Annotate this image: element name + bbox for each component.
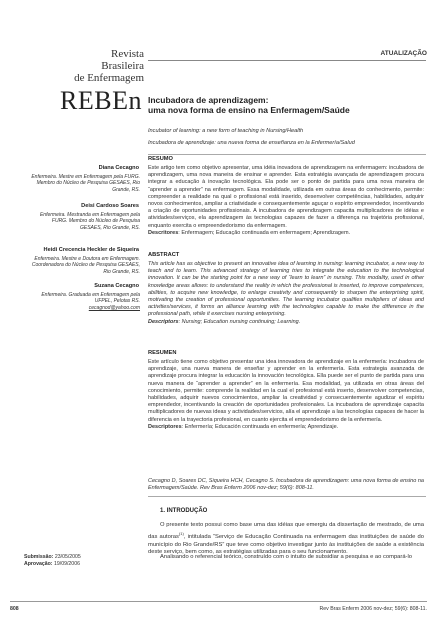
article-title	[148, 95, 418, 115]
title-en: Incubator of learning: a new form of teaching in Nursing/Health	[148, 128, 304, 134]
header-rule	[148, 60, 426, 61]
citation: Cecagno D, Soares DC, Siqueira HCH, Cecagno S. Incubadora de aprendizagem: uma nova forma de ensino na Enfermagem/Saúde. Rev Bras Enferm 2006 nov-dez; 59(6): 808-11.	[148, 478, 424, 492]
descriptors-label: Descriptors	[148, 318, 179, 325]
approval-value: 19/09/2006	[54, 561, 80, 567]
resumo-text: Este artigo tem como objetivo apresentar, uma idéia inovadora de aprendizagem na enfermagem: incubadora de aprendizagem, uma nova maneira de ensinar e aprender. Esta estratégia avançada de aprendizagem procura integrar a educação à inovação tecnológica. Ela pode ser o ponto de partida para uma nova maneira de “aprender a aprender” na enfermagem. Essa modalidade, utilizada em outras áreas do conhecimento, permite: compreender a realidade na qual o profissional está inserido, desenvolver competências, habilidades, adquirir novos conhecimentos, ampliar a criatividade e consequentemente aguçar o espírito empreendedor, incentivando a criação de oportunidades profissionais. A incubadora de aprendizagem capacita multiplicadores de idéias e atividades/serviços, ela aprendizagem às tecnologias capazes de fazer a diferença na trajetória profissional, enquanto exercita o empreendedorismo da enfermagem.	[148, 165, 424, 229]
title-pt-line2: uma nova forma de ensino na Enfermagem/Saúde	[148, 105, 350, 115]
resumo-section	[148, 156, 424, 237]
journal-name-line1: Revista	[111, 48, 144, 60]
approval-label: Aprovação:	[24, 561, 53, 567]
abstract-descriptors	[148, 319, 424, 326]
author-name: Suzana Cecagno	[94, 283, 139, 289]
resumen-text: Este artículo tiene como objetivo presentar una idea innovadora de aprendizaje en la enfermería: incubadora de aprendizaje, una nueva manera de enseñar y aprender en la enfermería. Esta estrategia avanzada de aprendizaje procura integrar la educación la innovación tecnológica. Ella puede ser el punto de partida para una nueva manera de “aprender a aprender” en la enfermería. Esa modalidad, ya utilizada en otras áreas del conocimiento, permite: comprende la realidad en la cual el profesional está inserto, desenvolver competencias, habilidades, adquirir nuevos conocimientos, ampliar la creatividad y consecuentemente agudizar el espíritu emprendedor, incentivando la creación de oportunidades profesionales. La incubadora de aprendizaje capacita multiplicadores de nuevas ideas y actividades/servicios, alía el aprendizaje a las tecnologías capaces de hacer la diferencia en la trayectoria profesional, en cuanto ejercita el emprendedorismo de la enfermería.	[148, 359, 424, 423]
approval-date	[24, 561, 80, 568]
intro-heading: 1. INTRODUÇÃO	[160, 508, 208, 514]
author-name: Heidi Crecencia Heckler de Siqueira	[43, 247, 139, 253]
author-email-link[interactable]: cecagnod@yahoo.com	[88, 305, 140, 311]
abstract-heading: ABSTRACT	[148, 252, 180, 258]
title-es: Incubadora de aprendizaje: una nueva forma de enseñanza en la Enfermería/Salud	[148, 140, 355, 146]
author-affiliation: Enfermeira. Mestre e Doutora em Enfermagem. Coordenadora do Núcleo de Pesquisa GESAES, Rio Grande, RS.	[31, 256, 140, 275]
author-name: Diana Cecagno	[98, 165, 139, 171]
resumen-heading: RESUMEN	[148, 350, 177, 356]
descriptors-label: Descriptores	[148, 423, 182, 430]
journal-name-line2: Brasileira	[101, 60, 144, 72]
journal-logo: REBEn	[60, 86, 142, 115]
resumen-section	[148, 350, 424, 431]
author-affiliation: Enfermeira. Mestre em Enfermagem pela FURG. Membro do Núcleo de Pesquisa GESAES, Rio Grande, RS.	[31, 174, 140, 193]
resumo-descriptors	[148, 230, 424, 237]
author-affiliation: Enfermeira. Mestranda em Enfermagem pela FURG. Membro do Núcleo de Pesquisa GESAES, Rio Grande, RS.	[39, 212, 140, 231]
descriptors-text: : Nursing; Education nursing continuing; Learning.	[178, 318, 301, 325]
intro-citation-ref: (1)	[178, 530, 184, 536]
page-number: 808	[10, 606, 19, 612]
citation-rule	[148, 496, 426, 497]
author-name: Deisi Cardoso Soares	[81, 203, 139, 209]
intro-text: O presente texto possui como base uma das idéias que emergiu da dissertação de mestrado, de uma das autoras	[148, 522, 424, 540]
journal-reference: Rev Bras Enferm 2006 nov-dez; 59(6): 808-11.	[319, 606, 427, 612]
journal-name-line3: de Enfermagem	[74, 72, 144, 84]
resumen-descriptors	[148, 424, 424, 431]
abstract-text: This article has as objective to present an innovative idea of learning in nursing: learning incubator, a new way to teach and to learn. This advanced strategy of learning tries to integrate the education to the technological innovation. It can be the starting point for a new way of “learn to learn” in nursing. This modality, used in other knowledge areas allows: to understand the reality in which the professional is inserted, to improve competences, abilities, to acquire new knowledge, to enlarge creativity and consequently to sharpen the enterprising spirit, motivating the creation of professional opportunities. The learning incubator qualifies multipliers of ideas and activities/services, it forms an alliance learning with the technologies capable to make the difference in the professional path, while it exercises nursing enterprising.	[148, 261, 424, 318]
submission-value: 23/05/2005	[54, 554, 81, 560]
intro-paragraph	[148, 522, 424, 557]
submission-label: Submissão:	[24, 554, 54, 560]
descriptors-text: : Enfermería; Educación continuada en enfermería; Aprendizaje.	[181, 423, 339, 430]
title-pt-line1: Incubadora de aprendizagem:	[148, 95, 269, 105]
footer-rule	[10, 601, 427, 602]
abstract-section	[148, 252, 424, 326]
resumo-heading: RESUMO	[148, 156, 173, 162]
author-affiliation: Enfermeira. Graduada em Enfermagem pela UFPEL, Pelotas RS.	[41, 292, 140, 305]
intro-text-cont: , intitulada “Serviço de Educação Continuada na enfermagem das instituições de saúde do município do Rio Grande/RS” que teve como objetivo investigar junto às instituições de saúde a existência deste serviço, bem como, as estratégias utilizadas para o seu funcionamento.	[148, 533, 424, 556]
title-rule	[148, 154, 426, 155]
section-label: ATUALIZAÇÃO	[380, 50, 427, 57]
descriptors-label: Descritores	[148, 229, 179, 236]
intro-paragraph: Analisando o referencial teórico, construído com o intuito de subsidiar a pesquisa e ao compará-lo	[160, 554, 412, 560]
descriptors-text: : Enfermagem; Educação continuada em enfermagem; Aprendizagem.	[178, 229, 351, 236]
submission-date	[24, 554, 81, 561]
